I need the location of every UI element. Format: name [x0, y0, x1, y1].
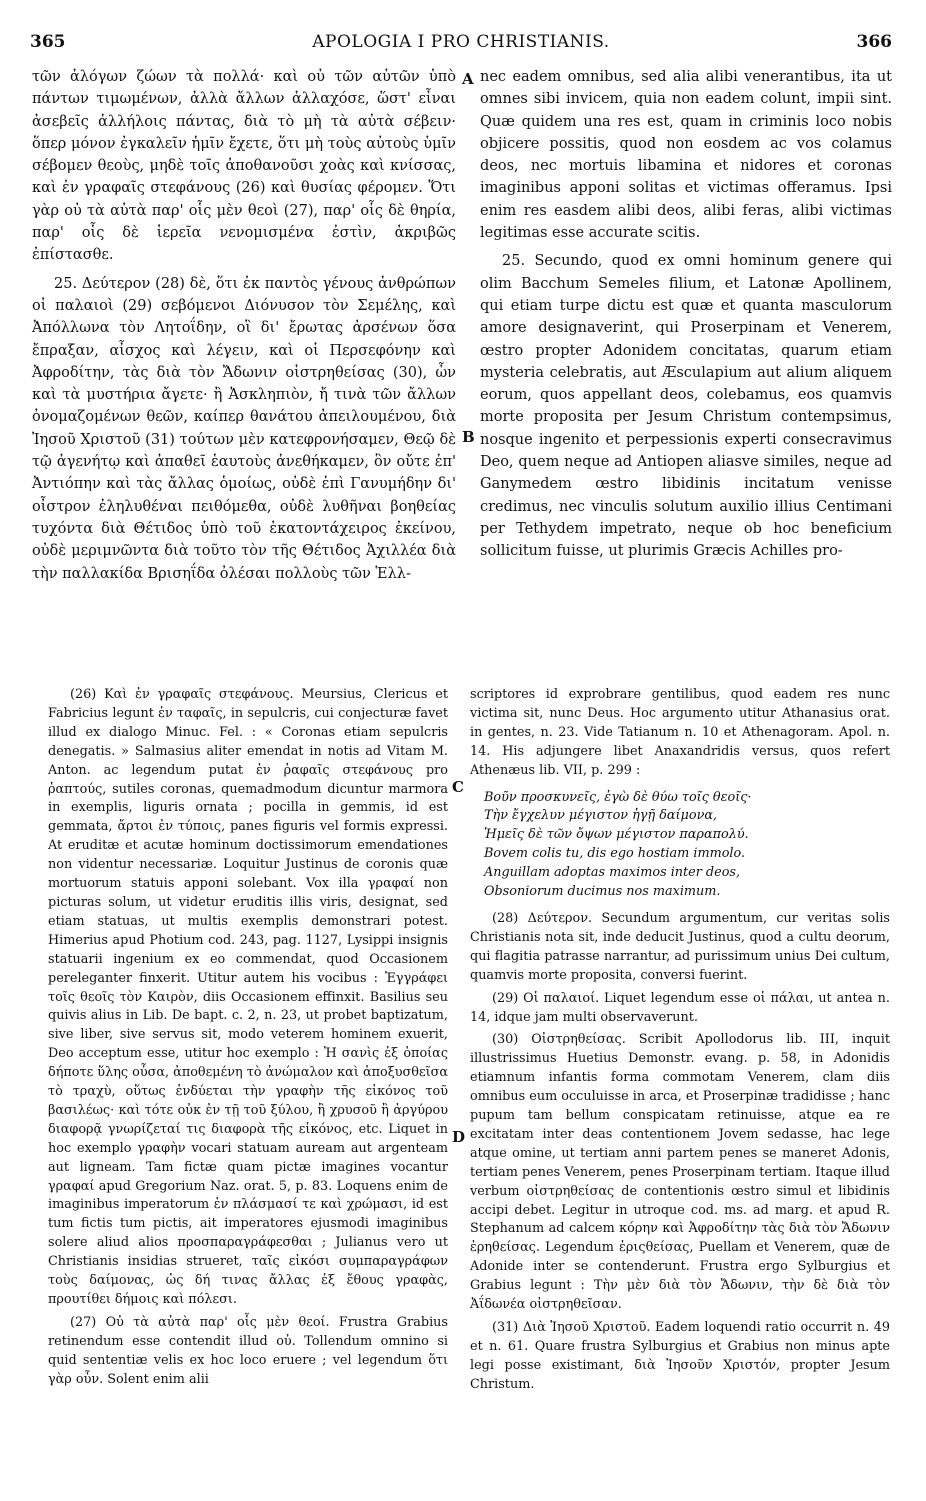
footnote: (26) Καὶ ἐν γραφαῖς στεφάνους. Meursius, Clericus et Fabricius legunt ἐν ταφαῖς, in sepulcris, cui conjecturæ favet illud ex dialogo Minuc. Fel. : « Coronas etiam sepulcris denegatis. » Salmasius aliter emendat in notis ad Vitam M. Anton. ac legendum putat ἐν ῥαφαῖς στεφάνους pro ῥαπτούς, sutiles coronas, quemadmodum dicuntur marmora in exemplis, liguris ornata ; pocilla in gemmis, id est gemmata, ἄρτοι ἐν τύποις, panes figuris vel formis expressi. At eruditæ et acutæ hominum doctissimorum emendationes non videntur necessariæ. Loquitur Justinus de coronis quæ mortuorum statuis apponi solebant. Vox illa γραφαί non picturas solum, ut videtur eruditis illis viris, designat, sed etiam statuas, ut multis exemplis demonstrari potest. Himerius apud Photium cod. 243, pag. 1127, Lysippi insignis statuarii ingenium ex eo commendat, quod Occasionem pereleganter finxerit. Utitur autem his vocibus : Ἐγγράφει τοῖς θεοῖς τὸν Καιρὸν, diis Occasionem effinxit. Basilius seu quivis alius in Lib. De bapt. c. 2, n. 23, ut probet baptizatum, sive liber, sive servus sit, modo veterem hominem exuerit, Deo acceptum esse, utitur hoc exemplo : Ἡ σανὶς ἐξ ὁποίας δήποτε ὕλης οὖσα, ἀποθεμένη τὸ ἀνώμαλον καὶ ἀποξυσθεῖσα τὸ τραχὺ, οὕτως ἐνδύεται τὴν γραφὴν τῆς εἰκόνος τοῦ βασιλέως· καὶ τότε οὐκ ἐν τῇ τοῦ ξύλου, ἢ χρυσοῦ ἢ ἀργύρου διαφορᾷ γνωρίζεταί τις διαφορὰ τῆς εἰκόνος, etc. Liquet in hoc exemplo γραφὴν vocari statuam auream aut argenteam aut ligneam. Tam fictæ quam pictæ imagines vocantur γραφαί apud Gregorium Naz. orat. 5, p. 83. Loquens enim de imaginibus imperatorum ἐν πλάσμασί τε καὶ χρώμασι, id est tum fictis tum pictis, ait imperatores ejusmodi imaginibus solere aliud alios προσπαραγράφεσθαι ; Julianus vero ut Christianis insidias strueret, ταῖς εἰκόσι συμπαραγράφων τοὺς δαίμονας, ὡς δή τινας ἄλλας ἐξ ἔθους γραφὰς, προυτίθει δήμοις καὶ πόλεσι. [48, 687, 448, 1307]
margin-letter-d: D [452, 1128, 466, 1146]
footnote: (31) Διὰ Ἰησοῦ Χριστοῦ. Eadem loquendi ratio occurrit n. 49 et n. 61. Quare frustra Sylburgius et Grabius non minus apte legi posse existimant, διὰ Ἰησοῦν Χριστόν, propter Jesum Christum. [470, 1320, 890, 1392]
greek-paragraph: τῶν ἀλόγων ζώων τὰ πολλά· καὶ οὐ τῶν αὐτῶν ὑπὸ πάντων τιμωμένων, ἀλλὰ ἄλλων ἀλλαχόσε, ὥστ' εἶναι ἀσεβεῖς ἀλλήλοις πάντας, διὰ τὸ μὴ τὰ αὐτὰ σέβειν· ὅπερ μόνον ἐγκαλεῖν ἡμῖν ἔχετε, ὅτι μὴ τοὺς αὐτοὺς ὑμῖν σέβομεν θεοὺς, μηδὲ τοῖς ἀποθανοῦσι χοὰς καὶ κνίσσας, καὶ ἐν γραφαῖς στεφάνους (26) καὶ θυσίας φέρομεν. Ὅτι γὰρ οὐ τὰ αὐτὰ παρ' οἷς μὲν θεοὶ (27), παρ' οἷς δὲ θηρία, παρ' οἷς δὲ ἱερεῖα νενομισμένα ἐστὶν, ἀκριβῶς ἐπίστασθε. [32, 69, 456, 264]
footnote: (30) Οἰστρηθείσας. Scribit Apollodorus lib. III, inquit illustrissimus Huetius Demonstr. evang. p. 58, in Adonidis etiamnum infantis forma commotam Venerem, clam diis omnibus eum occuluisse in arca, et Proserpinæ tradidisse ; hanc pupum tam bellum conspicatam retinuisse, atque ea re excitatam inter deas contentionem Jovem sedasse, hac lege atque omine, ut tertiam anni partem penes se maneret Adonis, tertiam penes Venerem, penes Proserpinam tertiam. Itaque illud verbum οἰστρηθείσας de contentionis œstro simul et libidinis accipi debet. Legitur in utroque cod. ms. ad marg. et apud R. Stephanum ad calcem κόρην καὶ Ἀφροδίτην τὰς διὰ τὸν Ἄδωνιν ἐρηθείσας. Legendum ἐριςθείσας, Puellam et Venerem, quæ de Adonide inter se contenderunt. Frustra ergo Sylburgius et Grabius legunt : Τὴν μὲν διὰ τὸν Ἄδωνιν, τὴν δὲ διὰ τὸν Ἀΐδωνέα οἰστρηθεῖσαν. [470, 1032, 890, 1313]
footnote: (29) Οἱ παλαιοί. Liquet legendum esse οἱ πάλαι, ut antea n. 14, idque jam multi observaverunt. [470, 990, 890, 1025]
verse-line-latin: Obsoniorum ducimus nos maximum. [484, 884, 721, 900]
page-number-right: 366 [856, 32, 892, 52]
footnote: (27) Οὐ τὰ αὐτὰ παρ' οἷς μὲν θεοί. Frustra Grabius retinendum esse contendit illud οὐ. Tollendum omnino si quid sententiæ velis ex hoc loco eruere ; vel legendum ὅτι γὰρ οὖν. Solent enim alii [48, 1314, 448, 1387]
notes-column-right [470, 686, 890, 1395]
page-number-left: 365 [30, 32, 66, 52]
margin-letter-c: C [452, 778, 464, 796]
footnote-continuation: scriptores id exprobrare gentilibus, quod eadem res nunc victima sit, nunc Deus. Hoc argumento utitur Athanasius orat. in gentes, n. 23. Vide Tatianum n. 10 et Athenagoram. Apol. n. 14. His adjungere libet Anaxandridis versus, quos refert Athenæus lib. VII, p. 299 : [470, 687, 890, 778]
footnote: (28) Δεύτερον. Secundum argumentum, cur veritas solis Christianis nota sit, inde deducit Justinus, quod a cultu deorum, qui flagitia patrasse narrantur, ad purissimum unius Dei cultum, quamvis morte proposita, conversi fuerint. [470, 910, 890, 983]
latin-paragraph: nec eadem omnibus, sed alia alibi venerantibus, ita ut omnes sibi invicem, quia non eadem colunt, impii sint. Quæ quidem una res est, quam in criminis loco nobis objicere possitis, quod non eosdem ac vos colamus deos, nec mortuis libamina et nidores et coronas imaginibus apponi solitas et victimas offeramus. Ipsi enim res easdem alibi deos, alibi feras, alibi victimas legitimas esse accurate scitis. [480, 69, 892, 242]
margin-letter-a: A [462, 70, 474, 88]
latin-paragraph: 25. Secundo, quod ex omni hominum genere qui olim Bacchum Semeles filium, et Latonæ Apollinem, qui etiam turpe dictu est quæ et quanta masculorum amore designaverint, qui Proserpinam et Venerem, œstro propter Adonidem concitatas, quarum etiam mysteria celebratis, aut Æsculapium aut alium aliquem eorum, quos appellant deos, colebamus, eos quamvis morte proposita per Jesum Christum contempsimus, nosque ingenito et perpessionis experti consecravimus Deo, quem neque ad Antiopen aliasve similes, neque ad Ganymedem œstro libidinis incitatum venisse credimus, nec vinculis solutum auxilio illius Centimani per Tethydem impetrato, neque ob hoc beneficium sollicitum fuisse, ut plurimis Græcis Achilles pro- [480, 253, 892, 560]
verse-line-greek: Ἡμεῖς δὲ τῶν ὄψων μέγιστον παραπολύ. [484, 827, 749, 843]
verse-line-greek: Τὴν ἔγχελυν μέγιστον ἡγῇ δαίμονα, [484, 808, 718, 824]
latin-column [480, 66, 892, 563]
notes-column-left [48, 686, 448, 1390]
page-header [30, 32, 892, 54]
verse-quotation [484, 789, 890, 902]
greek-column [32, 66, 456, 585]
verse-line-latin: Anguillam adoptas maximos inter deos, [484, 865, 741, 881]
greek-paragraph: 25. Δεύτερον (28) δὲ, ὅτι ἐκ παντὸς γένους ἀνθρώπων οἱ παλαιοὶ (29) σεβόμενοι Διόνυσον τὸν Σεμέλης, καὶ Ἀπόλλωνα τὸν Λητοΐδην, οἳ δι' ἔρωτας ἀρσένων ὅσα ἔπραξαν, αἶσχος καὶ λέγειν, καὶ οἱ Περσεφόνην καὶ Ἀφροδίτην, τὰς διὰ τὸν Ἄδωνιν οἰστρηθείσας (30), ὧν καὶ τὰ μυστήρια ἄγετε· ἢ Ἀσκληπιὸν, ἤ τινὰ τῶν ἄλλων ὀνομαζομένων θεῶν, καίπερ θανάτου ἀπειλουμένου, διὰ Ἰησοῦ Χριστοῦ (31) τούτων μὲν κατεφρονήσαμεν, Θεῷ δὲ τῷ ἀγενήτῳ καὶ ἀπαθεῖ ἑαυτοὺς ἀνεθήκαμεν, ὃν οὔτε ἐπ' Ἀντιόπην καὶ τὰς ἄλλας ὁμοίως, οὐδὲ ἐπὶ Γανυμήδην δι' οἶστρον ἐληλυθέναι πειθόμεθα, οὐδὲ λυθῆναι βοηθείας τυχόντα διὰ Θέτιδος ὑπὸ τοῦ ἑκατοντάχειρος ἐκείνου, οὐδὲ μεριμνῶντα διὰ τοῦτο τὸν τῆς Θέτιδος Ἀχιλλέα διὰ τὴν παλλακίδα Βρισηΐδα ὀλέσαι πολλοὺς τῶν Ἑλλ- [32, 275, 456, 582]
verse-line-latin: Bovem colis tu, dis ego hostiam immolo. [484, 846, 746, 862]
margin-letter-b: B [462, 428, 475, 446]
verse-line-greek: Βοῦν προσκυνεῖς, ἐγὼ δὲ θύω τοῖς θεοῖς· [484, 789, 752, 805]
running-title: APOLOGIA I PRO CHRISTIANIS. [312, 32, 610, 52]
